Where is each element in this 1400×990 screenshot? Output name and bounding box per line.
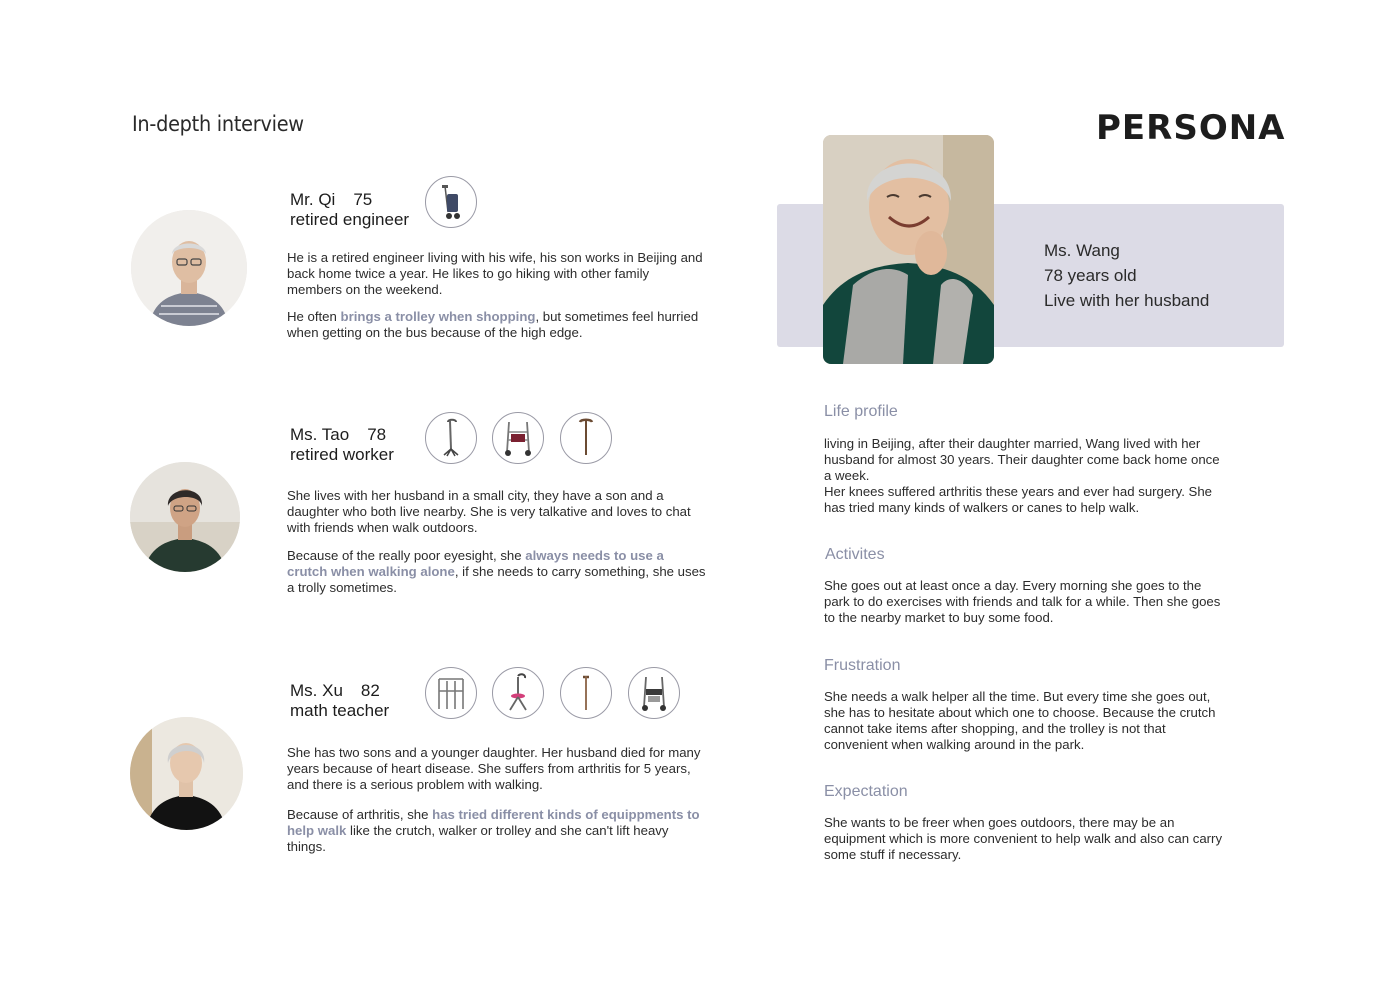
interviewee-role: retired worker	[290, 445, 394, 464]
persona-title: PERSONA	[1096, 108, 1286, 148]
name-text: Ms. Tao	[290, 425, 350, 444]
persona-photo	[823, 135, 994, 364]
interview-paragraph: He is a retired engineer living with his wife, his son works in Beijing and back home twice a year. He likes to go hiking with other family members on the weekend.	[287, 250, 703, 297]
para-text: Because of arthritis, she	[287, 807, 433, 822]
walking-cane-icon	[560, 412, 612, 464]
walking-frame-icon	[425, 667, 477, 719]
interviewee-role: math teacher	[290, 701, 390, 720]
interviewee-role: retired engineer	[290, 210, 410, 229]
para-text: , but sometimes feel hurried when getting on the bus because of the high edge.	[287, 309, 699, 340]
persona-age: 78 years old	[1044, 266, 1137, 285]
para-text: , if she needs to carry something, she uses a trolly sometimes.	[287, 564, 706, 595]
interviewee-name	[290, 681, 380, 701]
activities-text: She goes out at least once a day. Every morning she goes to the park to do exercises with friends and talk for a while. Then she goes to the nearby market to buy some food.	[824, 578, 1221, 625]
life-profile-heading: Life profile	[824, 403, 898, 420]
interview-paragraph: She has two sons and a younger daughter. Her husband died for many years because of heart disease. She suffers from arthritis for 5 years, and there is a serious problem with walking.	[287, 745, 701, 792]
interview-section-title: In-depth interview	[132, 112, 304, 136]
para-text: Because of the really poor eyesight, she	[287, 548, 526, 563]
shopping-trolley-icon	[425, 176, 477, 228]
interviewee-name	[290, 425, 386, 445]
name-text: Mr. Qi	[290, 190, 336, 209]
straight-cane-icon	[560, 667, 612, 719]
quad-cane-icon	[425, 412, 477, 464]
interview-paragraph-highlight	[287, 548, 707, 596]
life-profile-text	[824, 436, 1224, 516]
highlight-text: brings a trolley when shopping	[340, 309, 536, 324]
interview-paragraph: She lives with her husband in a small city, they have a son and a daughter who both live nearby. She is very talkative and loves to chat with friends when walk outdoors.	[287, 488, 691, 535]
frustration-text: She needs a walk helper all the time. But every time she goes out, she has to hesitate about which one to choose. Because the crutch cannot take items after shopping, and the trolley is not that convenient when walking around in the park.	[824, 689, 1216, 752]
highlight-text: has tried different kinds of equippments to help walk	[287, 807, 700, 838]
persona-living: Live with her husband	[1044, 291, 1210, 310]
avatar-ms-xu	[130, 717, 243, 830]
age-text: 82	[360, 681, 380, 700]
activities-heading: Activites	[825, 546, 885, 563]
interview-paragraph-highlight	[287, 309, 707, 341]
para-text: He often	[287, 309, 341, 324]
seat-cane-icon	[492, 667, 544, 719]
highlight-text: always needs to use a crutch when walking alone	[287, 548, 664, 579]
avatar-mr-qi	[131, 210, 247, 326]
interview-paragraph-highlight	[287, 807, 707, 855]
avatar-ms-tao	[130, 462, 240, 572]
expectation-text: She wants to be freer when goes outdoors, there may be an equipment which is more convenient to help walk and also can carry some stuff if necessary.	[824, 815, 1223, 862]
life-profile-line: living in Beijing, after their daughter married, Wang lived with her husband for almost 30 years. Their daughter come back home once a week.	[824, 436, 1220, 483]
life-profile-line: Her knees suffered arthritis these years and ever had surgery. She has tried many kinds of walkers or canes to help walk.	[824, 484, 1213, 515]
para-text: like the crutch, walker or trolley and she can't lift heavy things.	[287, 823, 669, 854]
persona-info	[1044, 238, 1209, 313]
rollator-seat-icon	[628, 667, 680, 719]
frustration-heading: Frustration	[824, 657, 901, 674]
age-text: 78	[367, 425, 387, 444]
interviewee-name	[290, 190, 372, 210]
persona-name: Ms. Wang	[1044, 241, 1120, 260]
expectation-heading: Expectation	[824, 783, 908, 800]
rollator-icon	[492, 412, 544, 464]
age-text: 75	[353, 190, 373, 209]
name-text: Ms. Xu	[290, 681, 343, 700]
